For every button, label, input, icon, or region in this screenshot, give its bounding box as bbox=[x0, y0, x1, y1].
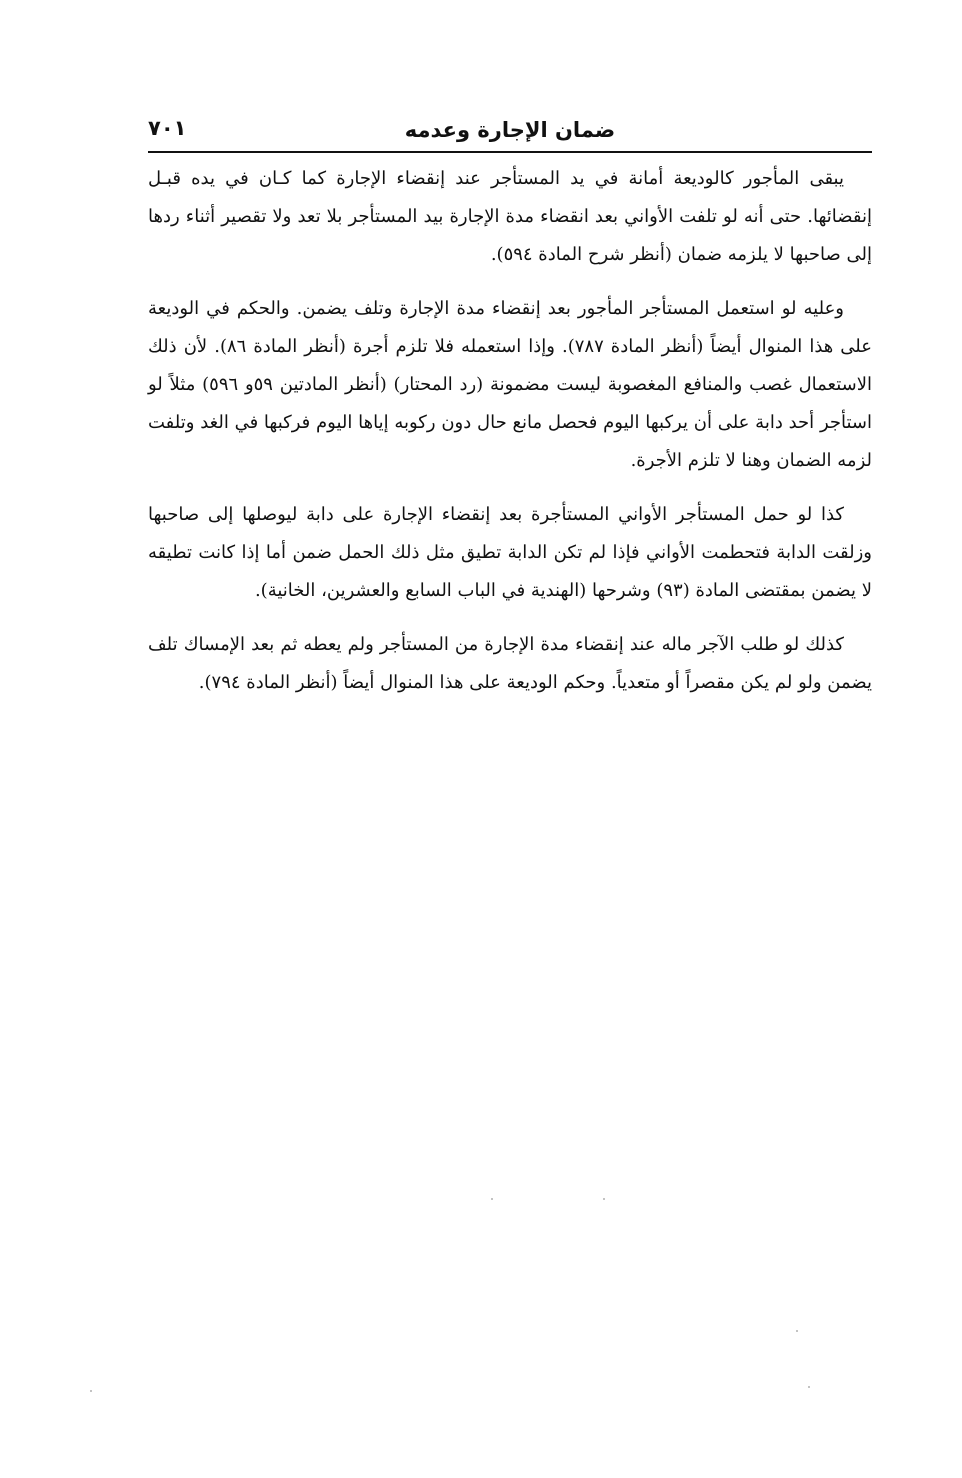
header-rule bbox=[148, 151, 872, 153]
scan-speck bbox=[808, 1386, 810, 1388]
scan-speck bbox=[796, 1330, 798, 1332]
paragraph-1: يبقى المأجور كالوديعة أمانة في يد المستأجر عند إنقضاء الإجارة كما كـان في يده قبـل إنقضائها. حتى أنه لو تلفت الأواني بعد انقضاء مدة الإجارة بيد المستأجر بلا تعد ولا تقصير أثناء ردها إلى صاحبها لا يلزمه ضمان (أنظر شرح المادة ٥٩٤). bbox=[148, 168, 872, 265]
running-header bbox=[148, 112, 872, 152]
scan-speck bbox=[603, 1198, 605, 1200]
paragraph-4: كذلك لو طلب الآجر ماله عند إنقضاء مدة الإجارة من المستأجر ولم يعطه ثم بعد الإمساك تلف يضمن ولو لم يكن مقصراً أو متعدياً. وحكم الوديعة على هذا المنوال أيضاً (أنظر المادة ٧٩٤). bbox=[148, 634, 872, 693]
body-text bbox=[148, 160, 872, 718]
paragraph-2: وعليه لو استعمل المستأجر المأجور بعد إنقضاء مدة الإجارة وتلف يضمن. والحكم في الوديعة على هذا المنوال أيضاً (أنظر المادة ٧٨٧). وإذا استعمله فلا تلزم أجرة (أنظر المادة ٨٦). لأن ذلك الاستعمال غصب والمنافع المغصوبة ليست مضمونة (رد المحتار) (أنظر المادتين ٥٩و ٥٩٦) مثلاً لو استأجر أحد دابة على أن يركبها اليوم فحصل مانع حال دون ركوبه إياها اليوم فركبها في الغد وتلفت لزمه الضمان وهنا لا تلزم الأجرة. bbox=[148, 298, 873, 471]
scan-speck bbox=[90, 1390, 92, 1392]
page-number: ٧٠١ bbox=[148, 116, 187, 140]
scan-speck bbox=[491, 1198, 493, 1200]
header-title: ضمان الإجارة وعدمه bbox=[404, 118, 616, 142]
paragraph-3: كذا لو حمل المستأجر الأواني المستأجرة بعد إنقضاء الإجارة على دابة ليوصلها إلى صاحبها وزلقت الدابة فتحطمت الأواني فإذا لم تكن الدابة تطيق مثل ذلك الحمل ضمن أما إذا كانت تطيقه لا يضمن بمقتضى المادة (٩٣) وشرحها (الهندية في الباب السابع والعشرين، الخانية). bbox=[148, 504, 872, 601]
